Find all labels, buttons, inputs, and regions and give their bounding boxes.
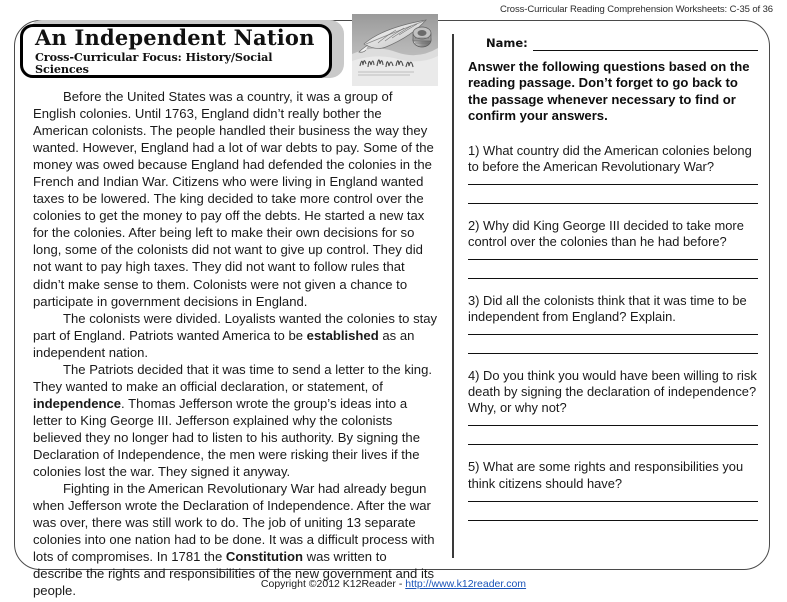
name-row — [486, 36, 758, 51]
passage-text-run: The Patriots decided that it was time to send a letter to the king. They wanted to make an official declaration, or statement, of — [33, 361, 433, 394]
question-block — [468, 143, 758, 204]
passage-text-run: The colonists were divided. Loyalists wanted the colonies to stay part of England. Patriots wanted America to be — [33, 310, 438, 343]
question-text: 4) Do you think you would have been willing to risk death by signing the declaration of independence? Why, or why not? — [468, 368, 757, 416]
answer-line[interactable] — [468, 501, 758, 502]
answer-line[interactable] — [468, 520, 758, 521]
passage-text-run: as an independent nation. — [33, 327, 415, 360]
instructions-text: Answer the following questions based on the reading passage. Don’t forget to go back to the passage whenever necessary to find or confirm your answers. — [468, 59, 750, 124]
question-text: 2) Why did King George III decided to take more control over the colonies than he had before? — [468, 217, 744, 249]
answer-line[interactable] — [468, 259, 758, 260]
questions-column — [468, 36, 758, 535]
column-divider — [452, 34, 454, 558]
question-block — [468, 218, 758, 279]
reading-passage — [33, 88, 438, 599]
question-block — [468, 459, 758, 520]
passage-text-run: Fighting in the American Revolutionary War had already begun when Jefferson wrote the Declaration of Independence. After the war was over, there was still work to do. The job of uniting 13 separate colonies into one nation had to be done. It was a difficult process with lots of compromises. In 1781 the — [33, 481, 435, 565]
title-box — [20, 24, 332, 78]
answer-line[interactable] — [468, 444, 758, 445]
answer-line[interactable] — [468, 334, 758, 335]
answer-line[interactable] — [468, 184, 758, 185]
passage-text-run: Before the United States was a country, it was a group of English colonies. Until 1763, England didn’t really bother the American colonists. The people handled their business the way they wanted. However, England had a lot of war debts to pay. Some of the money was owed because England had defended the colonies in the French and Indian War. Citizens who were living in England wanted taxes to be lowered. The king decided to take more control over the colonies to get the money to pay off the debts. He started a new tax for the colonies. After being left to make their own decisions for so long, some of the colonists did not want to give up control. They did not want to pay high taxes. They did not want to follow rules that didn’t make sense to them. Colonists were not given a chance to participate in government decisions in England. — [33, 89, 434, 309]
passage-text-run: was written to describe the rights and responsibilities of the new government and its people. — [33, 549, 435, 599]
answer-line[interactable] — [468, 425, 758, 426]
question-text: 5) What are some rights and responsibilities you think citizens should have? — [468, 459, 744, 491]
passage-bold-term: established — [306, 327, 379, 343]
page-subtitle: Cross-Curricular Focus: History/Social Sciences — [35, 49, 273, 76]
answer-line[interactable] — [468, 278, 758, 279]
question-block — [468, 293, 758, 354]
question-block — [468, 368, 758, 445]
copyright-text: Copyright ©2012 K12Reader - — [260, 578, 406, 590]
page-title: An Independent Nation — [35, 24, 315, 50]
name-label: Name: — [486, 36, 528, 50]
passage-bold-term: independence — [33, 395, 122, 411]
question-text: 1) What country did the American colonies belong to before the American Revolutionary War? — [468, 142, 752, 174]
answer-line[interactable] — [468, 353, 758, 354]
passage-paragraph — [33, 361, 438, 480]
questions-list — [468, 143, 758, 521]
question-text: 3) Did all the colonists think that it was time to be independent from England? Explain. — [468, 293, 747, 325]
running-head: Cross-Curricular Reading Comprehension Worksheets: C-35 of 36 — [499, 4, 773, 15]
passage-paragraph — [33, 310, 438, 361]
passage-paragraph — [33, 88, 438, 310]
passage-bold-term: Constitution — [225, 549, 303, 565]
quill-pen-and-inkwell-icon — [352, 14, 438, 86]
name-input-blank[interactable] — [533, 38, 758, 51]
footer — [0, 578, 787, 590]
k12reader-link[interactable]: http://www.k12reader.com — [405, 578, 527, 590]
passage-text-run: . Thomas Jefferson wrote the group’s ideas into a letter to King George III. Jefferson explained why the colonists believed they no longer had to listen to his authority. By signing the Declaration of Independence, the men were risking their lives if the colonies lost the war. They signed it anyway. — [33, 395, 420, 480]
answer-line[interactable] — [468, 203, 758, 204]
